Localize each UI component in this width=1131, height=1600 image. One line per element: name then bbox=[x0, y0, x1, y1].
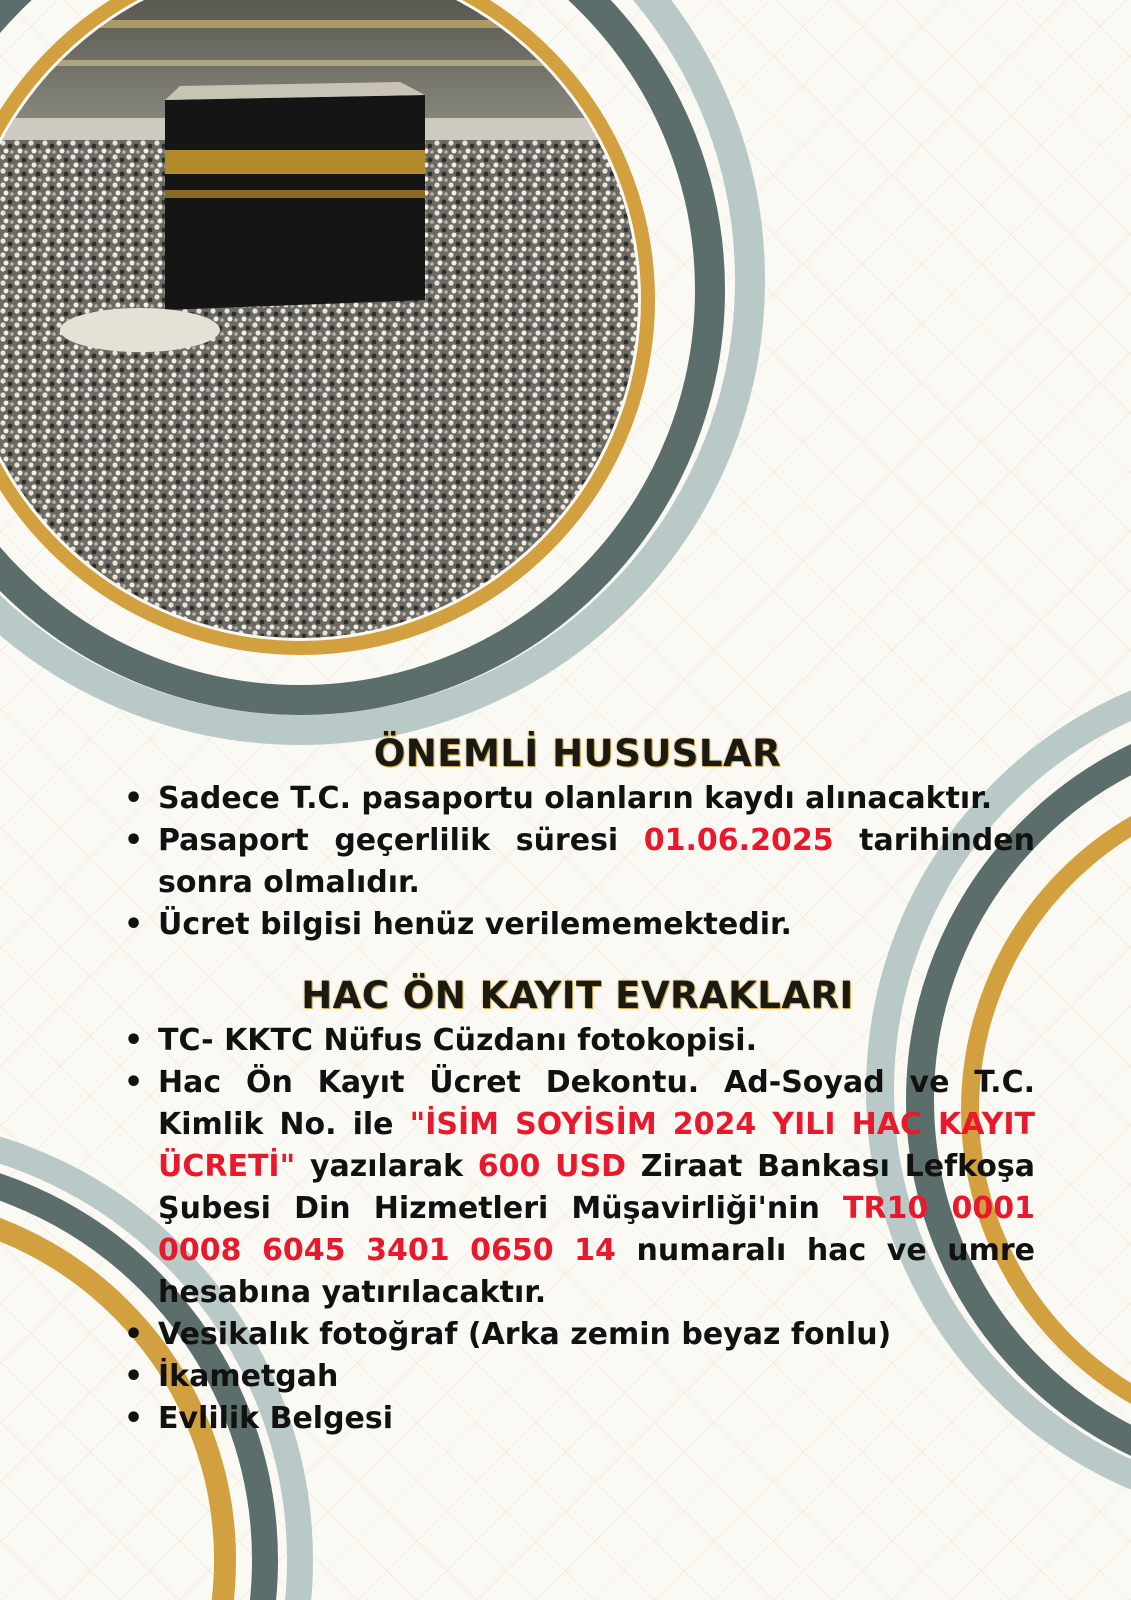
section2-list bbox=[120, 1020, 1035, 1440]
list-item: • İkametgah bbox=[158, 1356, 1035, 1398]
list-item: • TC- KKTC Nüfus Cüzdanı fotokopisi. bbox=[158, 1020, 1035, 1062]
section1-list bbox=[120, 778, 1035, 946]
list-item: • Vesikalık fotoğraf (Arka zemin beyaz fonlu) bbox=[158, 1314, 1035, 1356]
list-item: • Ücret bilgisi henüz verilememektedir. bbox=[158, 904, 1035, 946]
main-content bbox=[120, 730, 1035, 1440]
section1-title: ÖNEMLİ HUSUSLAR bbox=[373, 732, 782, 775]
list-item: • Pasaport geçerlilik süresi 01.06.2025 tarihinden sonra olmalıdır. bbox=[158, 820, 1035, 904]
fee-amount: 600 USD bbox=[477, 1149, 626, 1184]
payment-description-highlight: "İSİM SOYİSİM 2024 YILI HAC KAYIT ÜCRETİ" bbox=[158, 1107, 1035, 1184]
section2-title: HAC ÖN KAYIT EVRAKLARI bbox=[301, 974, 854, 1017]
passport-date: 01.06.2025 bbox=[643, 823, 834, 858]
iban-number: TR10 0001 0008 6045 3401 0650 14 bbox=[158, 1191, 1035, 1268]
list-item: • Evlilik Belgesi bbox=[158, 1398, 1035, 1440]
list-item: • Sadece T.C. pasaportu olanların kaydı alınacaktır. bbox=[158, 778, 1035, 820]
list-item: • Hac Ön Kayıt Ücret Dekontu. Ad-Soyad ve T.C. Kimlik No. ile "İSİM SOYİSİM 2024 YILI HAC KAYIT ÜCRETİ" yazılarak 600 USD Ziraat Bankası Lefkoşa Şubesi Din Hizmetleri Müşavirliği'nin TR10 0001 0008 6045 3401 0650 14 numaralı hac ve umre hesabına yatırılacaktır. bbox=[158, 1062, 1035, 1314]
